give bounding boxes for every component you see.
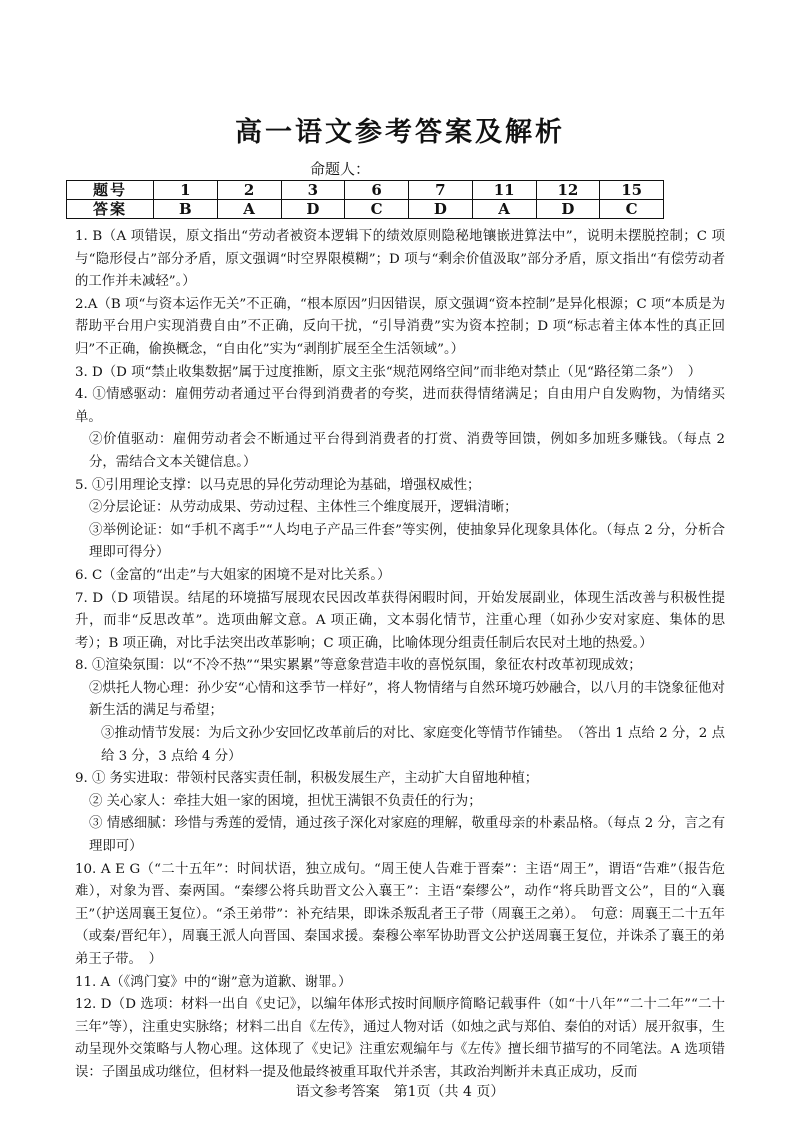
explanation-q11: 11. A（《鸿门宴》中的“谢”意为道歉、谢罪。） [75,974,352,990]
explanation-q5-point2: ②分层论证：从劳动成果、劳动过程、主体性三个维度展开，逻辑清晰； [89,500,518,516]
answer-letter: D [409,200,473,219]
explanation-q7: 7. D（D 项错误。结尾的环境描写展现农民因改革获得闲暇时间，开始发展副业，体现生活改善与积极性提升，而非“反思改革”。选项曲解文意。A 项正确，文本弱化情节，注重心理（如孙少安对家庭、集体的思考）；B 项正确，对比手法突出改革影响；C 项正确，比喻体现分组责任制后农民对土地的热爱。） [75,590,725,651]
explanation-q8-point3: ③推动情节发展：为后文孙少安回忆改革前后的对比、家庭变化等情节作铺垫。 （答出 1 点给 2 分，2 点给 3 分，3 点给 4 分） [101,726,725,764]
answer-table-answer-row [67,200,664,219]
answer-letter: C [600,200,664,219]
explanation-q9-point3: ③ 情感细腻：珍惜与秀莲的爱情，通过孩子深化对家庭的理解，敬重母亲的朴素品格。（每点 2 分，言之有理即可） [89,816,725,855]
explanation-q9-point1: 9. ① 务实进取：带领村民落实责任制，积极发展生产，主动扩大自留地种植； [75,771,539,787]
answer-letter: A [217,200,281,219]
explanation-q8-point2: ②烘托人物心理：孙少安“心情和这季节一样好”，将人物情绪与自然环境巧妙融合，以八月的丰饶象征他对新生活的满足与希望； [89,680,725,719]
explanation-q10: 10. A E G（“二十五年”：时间状语，独立成句。“周王使人告难于晋秦”：主语“周王”，谓语“告难”（报告危难），对象为晋、秦两国。“秦缪公将兵助晋文公入襄王”：主语“秦缪公”，动作“将兵助晋文公”，目的“入襄王”（护送周襄王复位）。“杀王弟带”：补充结果，即诛杀叛乱者王子带（周襄王之弟）。 句意：周襄王二十五年（或秦/晋纪年），周襄王派人向晋国、秦国求援。秦穆公率军协助晋文公护送周襄王复位，并诛杀了襄王的弟弟王子带。 ） [75,861,725,967]
question-number: 12 [536,181,600,200]
explanation-q5-point3: ③举例论证：如“手机不离手”“人均电子产品三件套”等实例，使抽象异化现象具体化。（每点 2 分，分析合理即可得分） [89,522,725,561]
answer-table-answer-label: 答案 [67,200,154,219]
explanation-q1: 1. B（A 项错误，原文指出“劳动者被资本逻辑下的绩效原则隐秘地镶嵌进算法中”，说明未摆脱控制；C 项与“隐形侵占”部分矛盾，原文强调“时空界限模糊”；D 项与“剩余价值汲取”部分矛盾，原文指出“有偿劳动者的工作并未减轻”。） [75,229,725,290]
question-number: 1 [154,181,218,200]
answer-letter: B [154,200,218,219]
explanation-q4-point2: ②价值驱动：雇佣劳动者会不断通过平台得到消费者的打赏、消费等回馈，例如多加班多赚钱。（每点 2 分，需结合文本关键信息。） [89,432,725,470]
question-number: 15 [600,181,664,200]
answer-table-number-row [67,181,664,200]
answer-letter: A [472,200,536,219]
question-number: 3 [281,181,345,200]
answer-letter: C [345,200,409,219]
answer-letter: D [536,200,600,219]
explanation-q3: 3. D（D 项“禁止收集数据”属于过度推断，原文主张“规范网络空间”而非绝对禁止（见“路径第二条”） ） [75,364,702,380]
explanation-q6: 6. C（金富的“出走”与大姐家的困境不是对比关系。） [75,567,391,583]
answer-table-header-label: 题号 [67,181,154,200]
question-number: 6 [345,181,409,200]
page-footer: 语文参考答案 第1页（共 4 页） [295,1084,505,1100]
explanation-q2: 2.A（B 项“与资本运作无关”不正确，“根本原因”归因错误，原文强调“资本控制”是异化根源；C 项“本质是为帮助平台用户实现消费自由”不正确，反向干扰，“引导消费”实为资本控制；D 项“标志着主体本性的真正回归”不正确，偷换概念，“自由化”实为“剥削扩展至全生活领域”。） [75,296,725,357]
question-number: 11 [472,181,536,200]
explanation-q5-point1: 5. ①引用理论支撑：以马克思的异化劳动理论为基础，增强权威性； [75,477,481,493]
explanation-q9-point2: ② 关心家人：牵挂大姐一家的困境，担忧王满银不负责任的行为； [89,793,482,809]
answer-explanations [75,226,725,1085]
explanation-q8-point1: 8. ①渲染氛围：以“不冷不热”“果实累累”等意象营造丰收的喜悦氛围，象征农村改革初现成效； [75,658,642,674]
answer-letter: D [281,200,345,219]
question-number: 2 [217,181,281,200]
question-number: 7 [409,181,473,200]
explanation-q4-point1: 4. ①情感驱动：雇佣劳动者通过平台得到消费者的夸奖，进而获得情绪满足；自由用户自发购物，为情绪买单。 [75,387,725,425]
explanation-q12: 12. D（D 选项：材料一出自《史记》，以编年体形式按时间顺序简略记载事件（如“十八年”“二十二年”“二十三年”等），注重史实脉络；材料二出自《左传》，通过人物对话（如烛之武与郑伯、秦伯的对话）展开叙事，生动呈现外交策略与人物心理。这体现了《史记》注重宏观编年与《左传》擅长细节描写的不同笔法。A 选项错误：子圉虽成功继位，但材料一提及他最终被重耳取代并杀害，其政治判断并未真正成功，反而 [75,997,725,1080]
author-label: 命题人： [310,160,371,178]
page-title: 高一语文参考答案及解析 [235,117,565,148]
answer-table [66,180,664,219]
